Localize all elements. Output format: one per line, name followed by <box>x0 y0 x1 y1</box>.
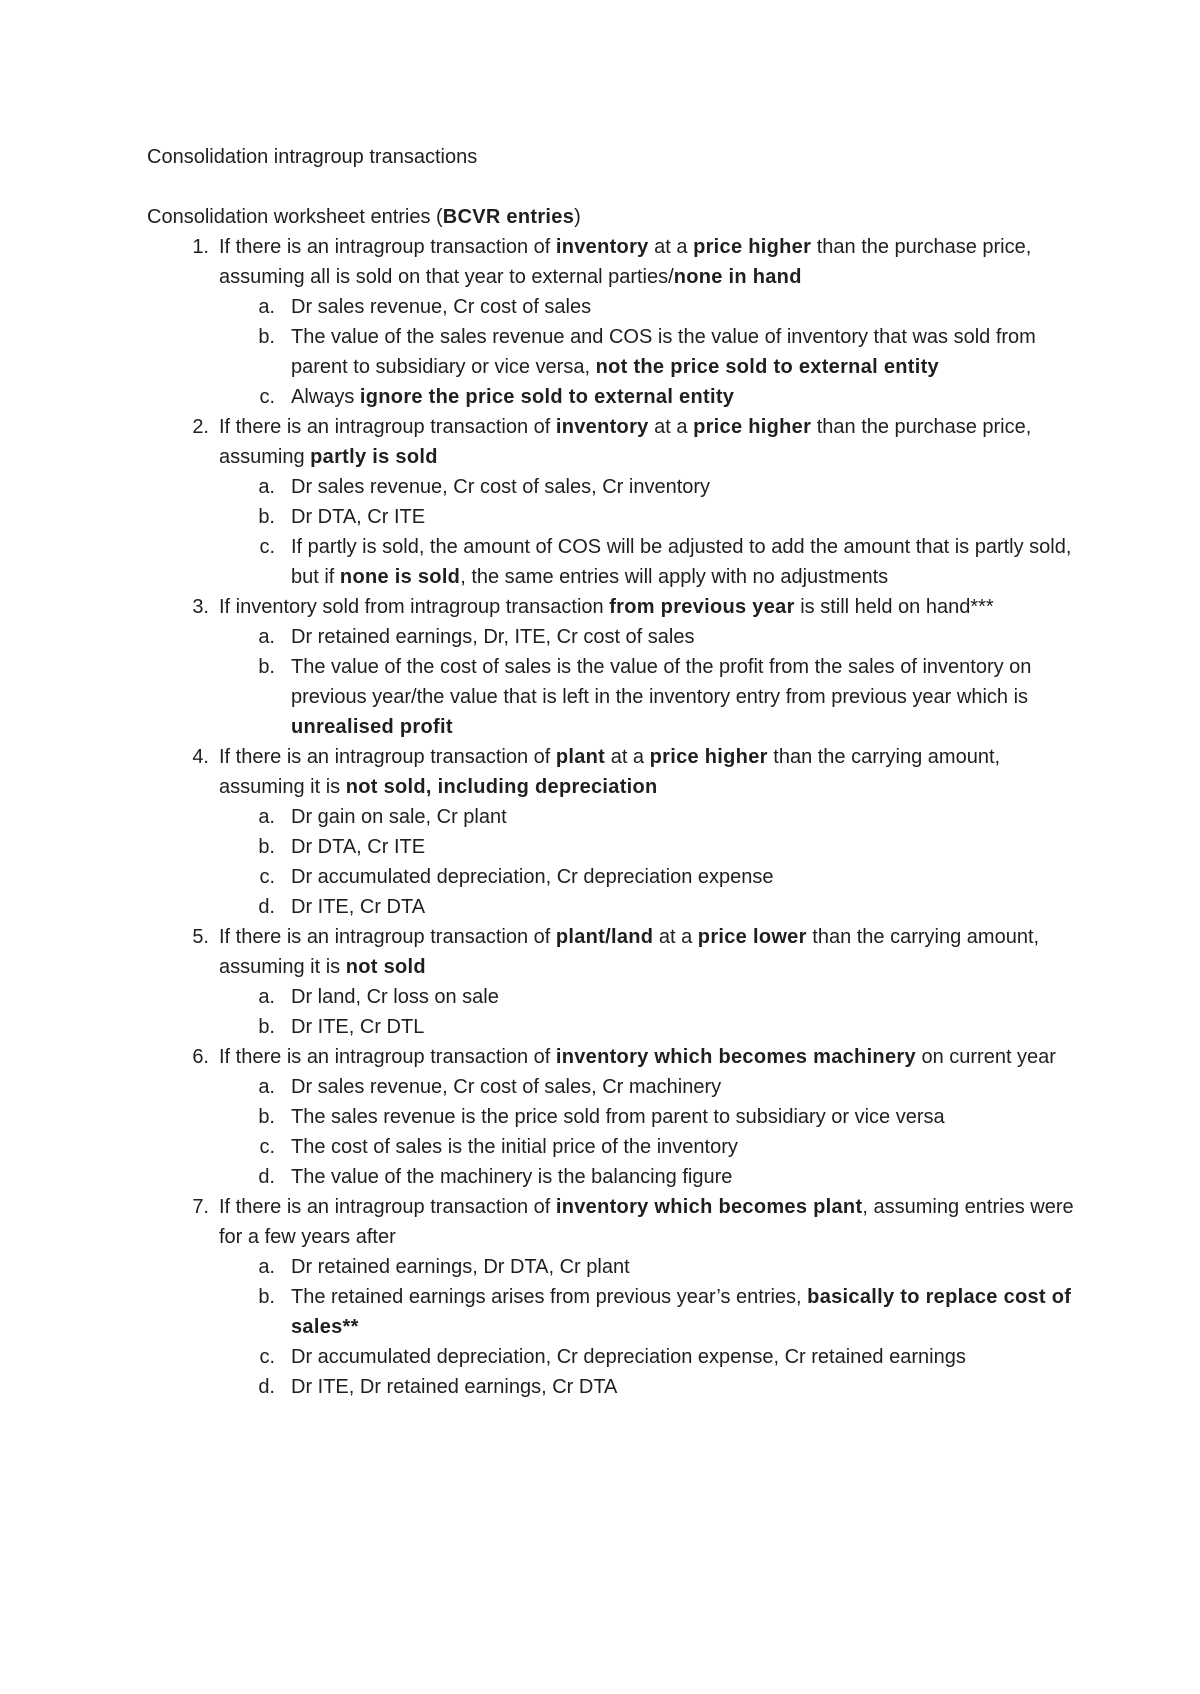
sub-item-text <box>291 1342 1077 1372</box>
entry-item <box>147 1192 1077 1402</box>
list-letter: b. <box>258 656 275 678</box>
list-number: 2. <box>192 416 209 438</box>
sub-item <box>219 1102 1077 1132</box>
list-letter: b. <box>258 506 275 528</box>
list-letter: c. <box>259 866 275 888</box>
list-number: 5. <box>192 926 209 948</box>
text-run: If there is an intragroup transaction of <box>219 926 556 948</box>
bold-text: plant/land <box>555 926 654 948</box>
text-run: Dr sales revenue, Cr cost of sales, Cr inventory <box>291 476 711 498</box>
text-run: Dr gain on sale, Cr plant <box>291 806 507 828</box>
list-letter: b. <box>258 326 275 348</box>
text-run: at a <box>653 926 698 948</box>
sub-item-text <box>291 322 1077 382</box>
list-letter: c. <box>259 536 275 558</box>
text-run: If partly is sold, the amount of COS will be adjusted to add the amount that is partly sold, but if <box>291 536 1072 588</box>
text-run: at a <box>648 236 694 258</box>
entry-text <box>219 592 1077 622</box>
list-letter: d. <box>258 896 275 918</box>
text-run: Consolidation worksheet entries ( <box>147 206 443 228</box>
list-letter: a. <box>258 806 275 828</box>
sub-item <box>219 892 1077 922</box>
list-number: 6. <box>192 1046 209 1068</box>
sub-item-text <box>291 862 1077 892</box>
text-run: Dr ITE, Dr retained earnings, Cr DTA <box>291 1376 618 1398</box>
sub-item <box>219 292 1077 322</box>
text-run: Dr sales revenue, Cr cost of sales <box>291 296 592 318</box>
sub-list <box>219 802 1077 922</box>
sub-item-text <box>291 1252 1077 1282</box>
entries-list <box>147 232 1077 1402</box>
text-run: Dr ITE, Cr DTA <box>291 896 426 918</box>
bold-text: not sold <box>345 956 426 978</box>
bold-text: basically to replace cost of sales** <box>291 1286 1072 1338</box>
document-title: Consolidation intragroup transactions <box>147 146 478 168</box>
sub-item <box>219 832 1077 862</box>
bold-text: inventory <box>555 416 649 438</box>
sub-item <box>219 1342 1077 1372</box>
text-run: Dr ITE, Cr DTL <box>291 1016 425 1038</box>
text-run: Dr land, Cr loss on sale <box>291 986 499 1008</box>
sub-list <box>219 292 1077 412</box>
entry-text <box>219 742 1077 802</box>
sub-list <box>219 1252 1077 1402</box>
sub-list <box>219 1072 1077 1192</box>
text-run: The cost of sales is the initial price of the inventory <box>291 1136 738 1158</box>
sub-item <box>219 1132 1077 1162</box>
bold-text: not sold, including depreciation <box>345 776 658 798</box>
bold-text: partly is sold <box>310 446 438 468</box>
text-run: ) <box>574 206 581 228</box>
sub-item-text <box>291 652 1077 742</box>
sub-item <box>219 1072 1077 1102</box>
sub-item-text <box>291 1372 1077 1402</box>
sub-list <box>219 622 1077 742</box>
sub-item <box>219 1372 1077 1402</box>
list-letter: a. <box>258 476 275 498</box>
bold-text: inventory <box>555 236 649 258</box>
list-number: 3. <box>192 596 209 618</box>
bold-text: none in hand <box>673 266 802 288</box>
sub-item <box>219 862 1077 892</box>
list-letter: c. <box>259 1136 275 1158</box>
list-number: 1. <box>192 236 209 258</box>
sub-item-text <box>291 472 1077 502</box>
text-run: Dr accumulated depreciation, Cr depreciation expense <box>291 866 774 888</box>
sub-item-text <box>291 292 1077 322</box>
text-run: Dr DTA, Cr ITE <box>291 506 426 528</box>
text-run: Always <box>291 386 360 408</box>
sub-item <box>219 652 1077 742</box>
sub-item-text <box>291 892 1077 922</box>
list-letter: b. <box>258 1016 275 1038</box>
sub-item <box>219 322 1077 382</box>
bold-text: ignore the price sold to external entity <box>359 386 735 408</box>
list-letter: a. <box>258 986 275 1008</box>
entry-text <box>219 412 1077 472</box>
text-run: than the purchase price, assuming <box>219 416 1032 468</box>
text-run: The sales revenue is the price sold from parent to subsidiary or vice versa <box>291 1106 945 1128</box>
sub-item <box>219 1162 1077 1192</box>
sub-item <box>219 982 1077 1012</box>
sub-item-text <box>291 1072 1077 1102</box>
sub-item-text <box>291 1132 1077 1162</box>
sub-item-text <box>291 1282 1077 1342</box>
sub-item <box>219 502 1077 532</box>
entry-item <box>147 592 1077 742</box>
sub-item-text <box>291 832 1077 862</box>
document-subtitle <box>147 202 1077 232</box>
bold-text: price higher <box>693 236 812 258</box>
list-letter: c. <box>259 386 275 408</box>
entry-item <box>147 232 1077 412</box>
entry-item <box>147 922 1077 1042</box>
text-run: The retained earnings arises from previous year’s entries, <box>291 1286 808 1308</box>
list-letter: b. <box>258 1286 275 1308</box>
text-run: than the carrying amount, assuming it is <box>219 926 1040 978</box>
text-run: Dr retained earnings, Dr DTA, Cr plant <box>291 1256 630 1278</box>
entry-text <box>219 1042 1077 1072</box>
sub-item-text <box>291 382 1077 412</box>
sub-item-text <box>291 1012 1077 1042</box>
entry-item <box>147 412 1077 592</box>
list-letter: d. <box>258 1166 275 1188</box>
entry-text <box>219 232 1077 292</box>
bold-text: unrealised profit <box>291 716 453 738</box>
entry-item <box>147 742 1077 922</box>
sub-item <box>219 1282 1077 1342</box>
bold-text: not the price sold to external entity <box>595 356 939 378</box>
bold-text: from previous year <box>609 596 795 618</box>
bold-text: price higher <box>649 746 768 768</box>
text-run: , assuming entries were for a few years after <box>219 1196 1074 1248</box>
text-run: is still held on hand*** <box>794 596 994 618</box>
text-run: at a <box>605 746 650 768</box>
text-run: The value of the machinery is the balancing figure <box>291 1166 733 1188</box>
text-run: Dr retained earnings, Dr, ITE, Cr cost of sales <box>291 626 695 648</box>
sub-item <box>219 382 1077 412</box>
text-run: If there is an intragroup transaction of <box>219 746 556 768</box>
sub-item-text <box>291 502 1077 532</box>
sub-item-text <box>291 802 1077 832</box>
sub-item-text <box>291 1102 1077 1132</box>
sub-item-text <box>291 982 1077 1012</box>
list-letter: d. <box>258 1376 275 1398</box>
list-letter: a. <box>258 626 275 648</box>
bold-text: inventory which becomes machinery <box>555 1046 916 1068</box>
text-run: The value of the cost of sales is the value of the profit from the sales of inventory on previous year/the value that is left in the inventory entry from previous year which is <box>291 656 1032 708</box>
bold-text: plant <box>555 746 606 768</box>
list-letter: b. <box>258 836 275 858</box>
sub-item-text <box>291 532 1077 592</box>
sub-item <box>219 532 1077 592</box>
text-run: on current year <box>915 1046 1056 1068</box>
text-run: , the same entries will apply with no adjustments <box>460 566 889 588</box>
sub-item <box>219 802 1077 832</box>
entry-item <box>147 1042 1077 1192</box>
document-page <box>147 142 1077 1402</box>
bold-text: BCVR entries <box>442 206 575 228</box>
list-letter: a. <box>258 1256 275 1278</box>
text-run: at a <box>648 416 694 438</box>
list-letter: b. <box>258 1106 275 1128</box>
sub-item <box>219 1012 1077 1042</box>
text-run: Dr accumulated depreciation, Cr depreciation expense, Cr retained earnings <box>291 1346 966 1368</box>
text-run: Dr sales revenue, Cr cost of sales, Cr machinery <box>291 1076 722 1098</box>
text-run: than the purchase price, assuming all is sold on that year to external parties/ <box>219 236 1032 288</box>
list-number: 4. <box>192 746 209 768</box>
sub-item <box>219 472 1077 502</box>
sub-item-text <box>291 1162 1077 1192</box>
list-letter: a. <box>258 296 275 318</box>
sub-list <box>219 982 1077 1042</box>
list-number: 7. <box>192 1196 209 1218</box>
bold-text: none is sold <box>339 566 461 588</box>
sub-item-text <box>291 622 1077 652</box>
bold-text: inventory which becomes plant <box>555 1196 863 1218</box>
text-run: than the carrying amount, assuming it is <box>219 746 1001 798</box>
sub-list <box>219 472 1077 592</box>
text-run: If inventory sold from intragroup transaction <box>219 596 610 618</box>
text-run: If there is an intragroup transaction of <box>219 1046 556 1068</box>
sub-item <box>219 622 1077 652</box>
sub-item <box>219 1252 1077 1282</box>
entry-text <box>219 1192 1077 1252</box>
entry-text <box>219 922 1077 982</box>
list-letter: a. <box>258 1076 275 1098</box>
text-run: If there is an intragroup transaction of <box>219 416 556 438</box>
text-run: If there is an intragroup transaction of <box>219 236 556 258</box>
text-run: The value of the sales revenue and COS is the value of inventory that was sold from parent to subsidiary or vice versa, <box>291 326 1036 378</box>
bold-text: price lower <box>697 926 807 948</box>
text-run: Dr DTA, Cr ITE <box>291 836 426 858</box>
bold-text: price higher <box>693 416 812 438</box>
list-letter: c. <box>259 1346 275 1368</box>
text-run: If there is an intragroup transaction of <box>219 1196 556 1218</box>
